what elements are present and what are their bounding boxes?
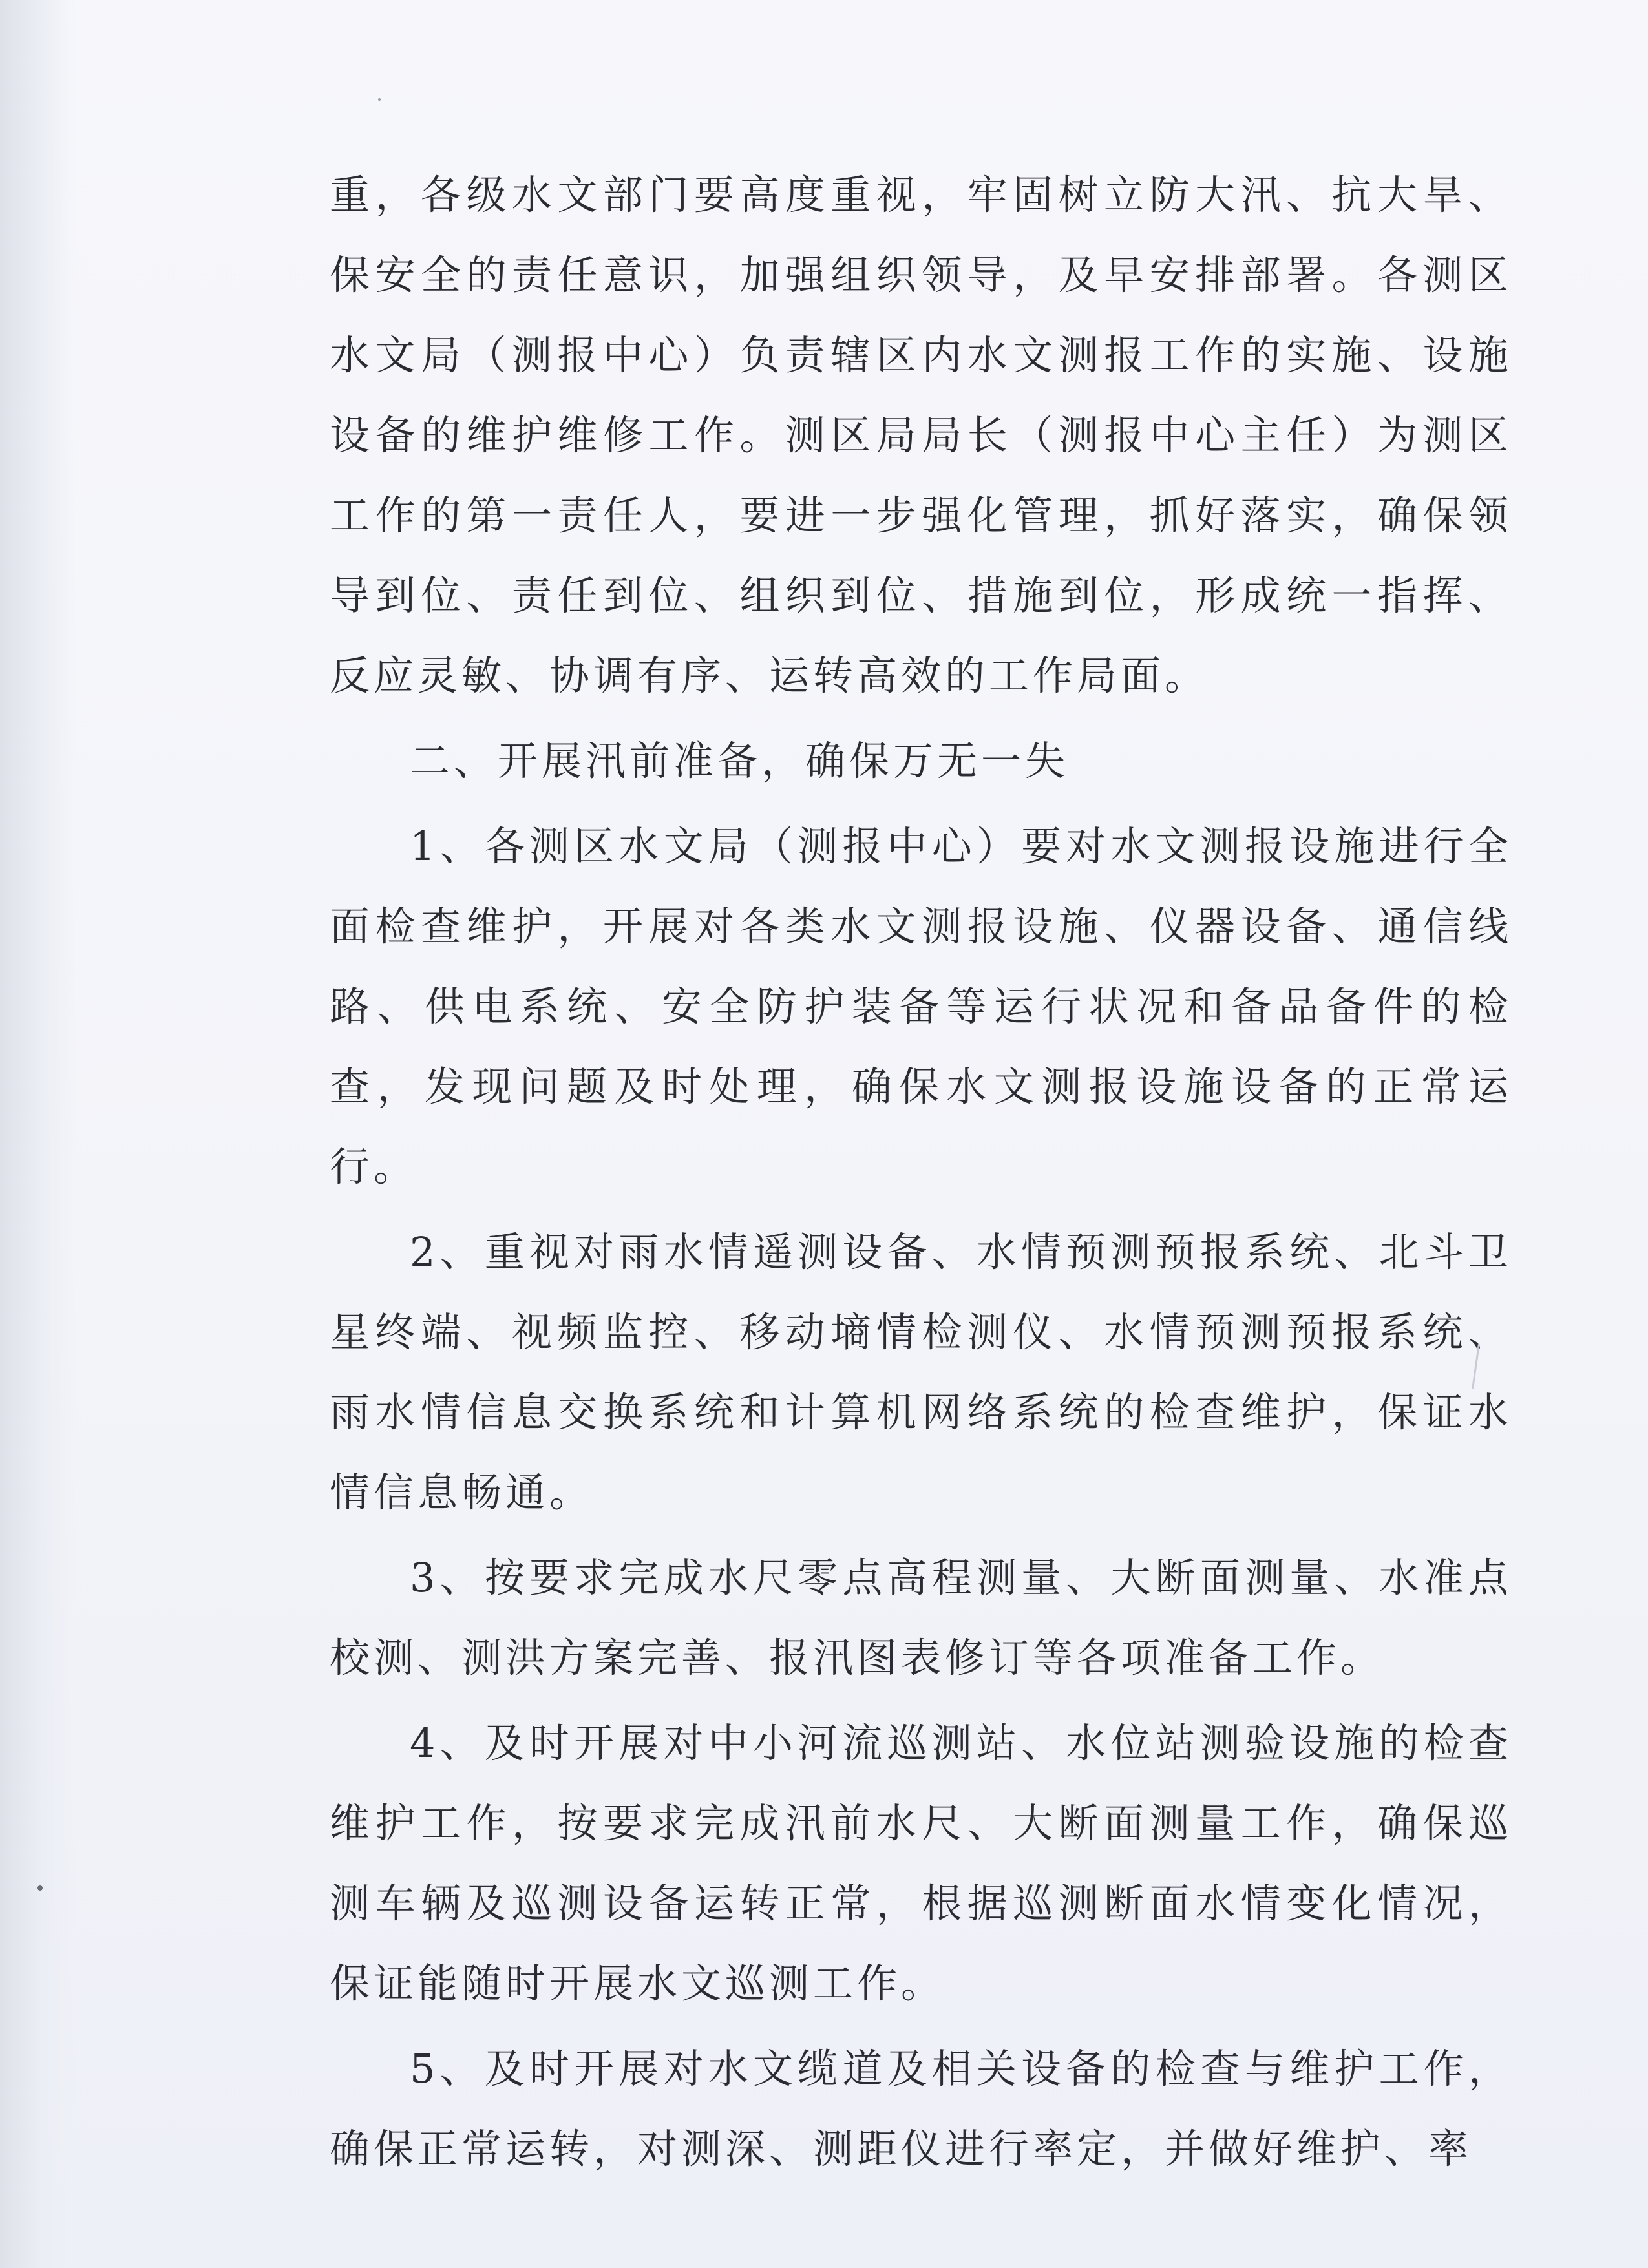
scan-speck — [378, 98, 381, 101]
document-body — [330, 155, 1512, 2189]
paragraph-item-1: 1、各测区水文局（测报中心）要对水文测报设施进行全面检查维护，开展对各类水文测报设施、仪器设备、通信线路、供电系统、安全防护装备等运行状况和备品备件的检查，发现问题及时处理，确保水文测报设施设备的正常运行。 — [330, 823, 1512, 1190]
paragraph-item-4: 4、及时开展对中小河流巡测站、水位站测验设施的检查维护工作，按要求完成汛前水尺、大断面测量工作，确保巡测车辆及巡测设备运转正常，根据巡测断面水情变化情况，保证能随时开展水文巡测工作。 — [330, 1719, 1512, 2007]
scan-shadow-edge — [0, 0, 76, 2268]
paragraph-item-2: 2、重视对雨水情遥测设备、水情预测预报系统、北斗卫星终端、视频监控、移动墒情检测仪、水情预测预报系统、雨水情信息交换系统和计算机网络系统的检查维护，保证水情信息畅通。 — [330, 1228, 1512, 1516]
section-heading-preparation: 二、开展汛前准备，确保万无一失 — [410, 737, 1070, 784]
paragraph-item-5: 5、及时开展对水文缆道及相关设备的检查与维护工作，确保正常运转，对测深、测距仪进行率定，并做好维护、率 — [330, 2045, 1512, 2172]
scan-speck — [37, 1885, 43, 1891]
paragraph-item-3: 3、按要求完成水尺零点高程测量、大断面测量、水准点校测、测洪方案完善、报汛图表修订等各项准备工作。 — [330, 1554, 1512, 1681]
paragraph-responsibility: 重，各级水文部门要高度重视，牢固树立防大汛、抗大旱、保安全的责任意识，加强组织领导，及早安排部署。各测区水文局（测报中心）负责辖区内水文测报工作的实施、设施设备的维护维修工作。测区局局长（测报中心主任）为测区工作的第一责任人，要进一步强化管理，抓好落实，确保领导到位、责任到位、组织到位、措施到位，形成统一指挥、反应灵敏、协调有序、运转高效的工作局面。 — [330, 171, 1512, 699]
